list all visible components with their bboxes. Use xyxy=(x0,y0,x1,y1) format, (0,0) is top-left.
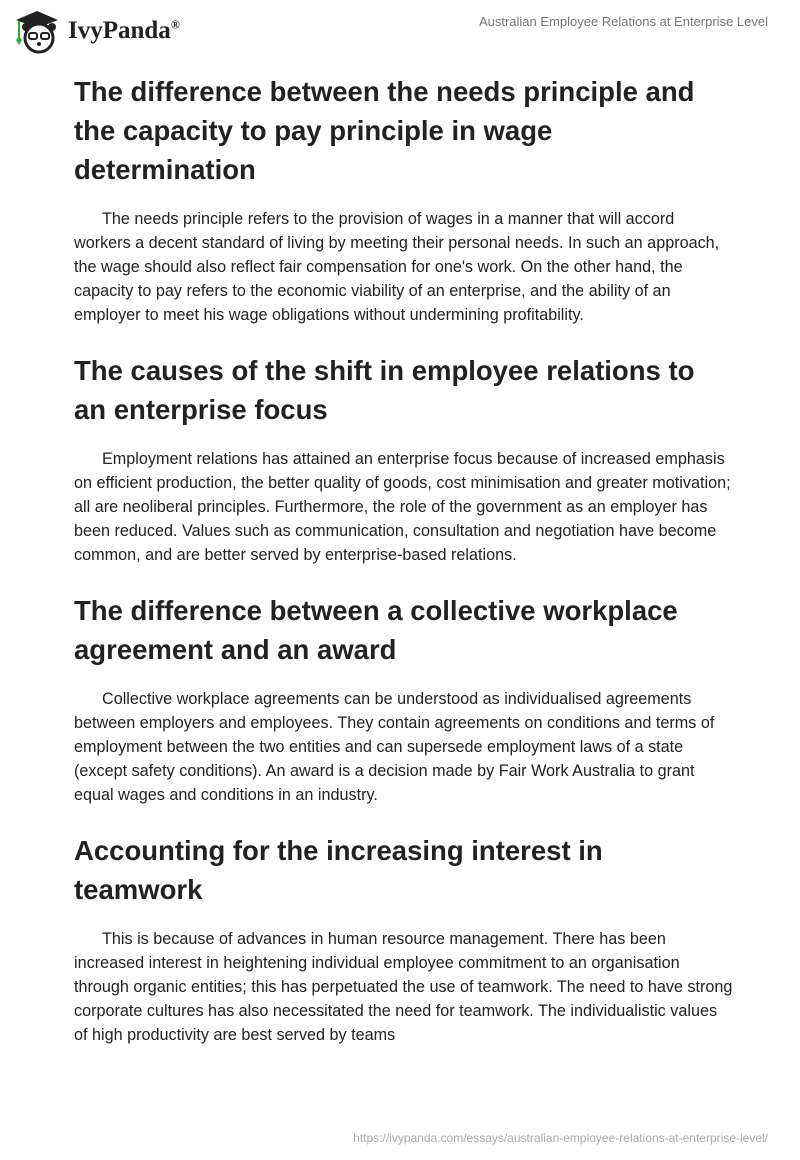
section-paragraph: Employment relations has attained an enterprise focus because of increased emphasis on efficient production, the better quality of goods, cost minimisation and greater motivation; all are neoliberal principles. Furthermore, the role of the government as an employer has been reduced. Values such as communication, consultation and negotiation have become common, and are better served by enterprise-based relations. xyxy=(74,450,731,564)
document-title: Australian Employee Relations at Enterprise Level xyxy=(478,14,768,29)
section-heading: Accounting for the increasing interest in teamwork xyxy=(74,835,603,905)
section-heading: The difference between a collective workplace agreement and an award xyxy=(74,595,678,665)
logo[interactable] xyxy=(12,8,180,54)
section-agreement-vs-award xyxy=(74,591,734,807)
section-teamwork xyxy=(74,831,734,1047)
logo-text: IvyPanda® xyxy=(68,17,180,44)
section-paragraph: This is because of advances in human resource management. There has been increased interest in heightening individual employee commitment to an organisation through organic entities; this has perpetuated the use of teamwork. The need to have strong corporate cultures has also necessitated the need for teamwork. The individualistic values of high productivity are best served by teams xyxy=(74,930,733,1044)
footer-url[interactable]: https://ivypanda.com/essays/australian-employee-relations-at-enterprise-level/ xyxy=(353,1131,768,1145)
header xyxy=(0,0,800,60)
section-heading: The difference between the needs principle and the capacity to pay principle in wage determination xyxy=(74,76,695,185)
article-content xyxy=(74,72,734,1071)
section-heading: The causes of the shift in employee relations to an enterprise focus xyxy=(74,355,695,425)
section-paragraph: Collective workplace agreements can be understood as individualised agreements between employers and employees. They contain agreements on conditions and terms of employment between the two entities and can supersede employment laws of a state (except safety conditions). An award is a decision made by Fair Work Australia to grant equal wages and conditions in an industry. xyxy=(74,690,715,804)
panda-logo-icon xyxy=(12,8,62,54)
section-enterprise-focus xyxy=(74,351,734,567)
section-needs-vs-capacity xyxy=(74,72,734,327)
section-paragraph: The needs principle refers to the provision of wages in a manner that will accord workers a decent standard of living by meeting their personal needs. In such an approach, the wage should also reflect fair compensation for one's work. On the other hand, the capacity to pay refers to the economic viability of an enterprise, and the ability of an employer to meet his wage obligations without undermining profitability. xyxy=(74,210,720,324)
